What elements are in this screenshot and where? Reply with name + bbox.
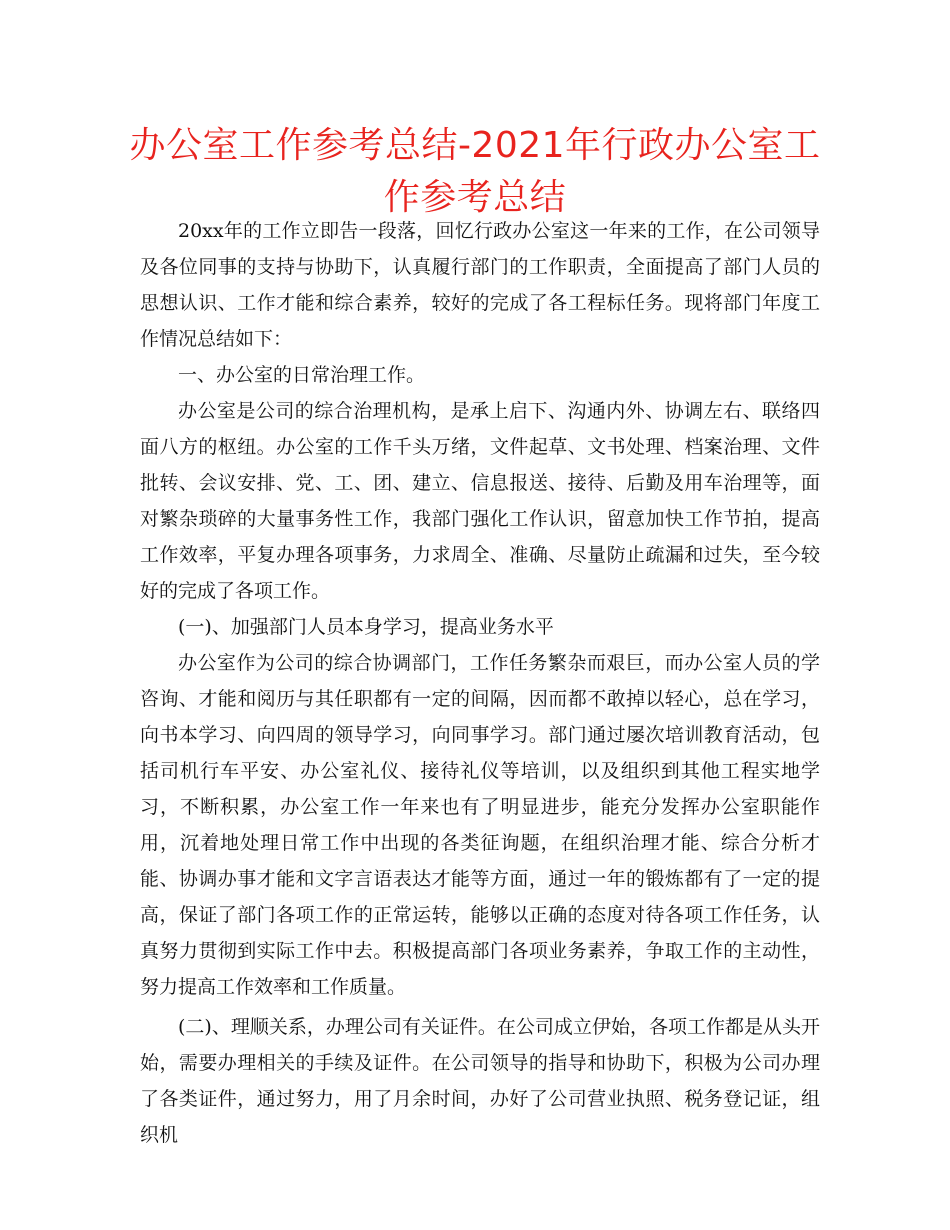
paragraph-certificates: (二)、理顺关系，办理公司有关证件。在公司成立伊始，各项工作都是从头开始，需要办理相关的手续及证件。在公司领导的指导和协助下，积极为公司办理了各类证件，通过努力，用了月余时间，办好了公司营业执照、税务登记证，组织机 (140, 1016, 820, 1146)
paragraph-learning: 办公室作为公司的综合协调部门，工作任务繁杂而艰巨，而办公室人员的学咨询、才能和阅历与其任职都有一定的间隔，因而都不敢掉以轻心，总在学习，向书本学习、向四周的领导学习，向同事学习。部门通过屡次培训教育活动，包括司机行车平安、办公室礼仪、接待礼仪等培训，以及组织到其他工程实地学习，不断积累，办公室工作一年来也有了明显进步，能充分发挥办公室职能作用，沉着地处理日常工作中出现的各类征询题，在组织治理才能、综合分析才能、协调办事才能和文字言语表达才能等方面，通过一年的锻炼都有了一定的提高，保证了部门各项工作的正常运转，能够以正确的态度对待各项工作任务，认真努力贯彻到实际工作中去。积极提高部门各项业务素养，争取工作的主动性，努力提高工作效率和工作质量。 (140, 652, 820, 998)
document-title: 办公室工作参考总结-2021年行政办公室工作参考总结 (129, 125, 821, 218)
paragraph-intro: 20xx年的工作立即告一段落，回忆行政办公室这一年来的工作，在公司领导及各位同事的支持与协助下，认真履行部门的工作职责，全面提高了部门人员的思想认识、工作才能和综合素养，较好的完成了各工程标任务。现将部门年度工作情况总结如下： (140, 220, 820, 350)
paragraph-office-role: 办公室是公司的综合治理机构，是承上启下、沟通内外、协调左右、联络四面八方的枢纽。办公室的工作千头万绪，文件起草、文书处理、档案治理、文件批转、会议安排、党、工、团、建立、信息报送、接待、后勤及用车治理等，面对繁杂琐碎的大量事务性工作，我部门强化工作认识，留意加快工作节拍，提高工作效率，平复办理各项事务，力求周全、准确、尽量防止疏漏和过失，至今较好的完成了各项工作。 (140, 400, 820, 602)
section-heading-1: 一、办公室的日常治理工作。 (178, 364, 426, 386)
document-body (140, 213, 820, 1153)
subsection-heading-1: (一)、加强部门人员本身学习，提高业务水平 (178, 616, 554, 638)
